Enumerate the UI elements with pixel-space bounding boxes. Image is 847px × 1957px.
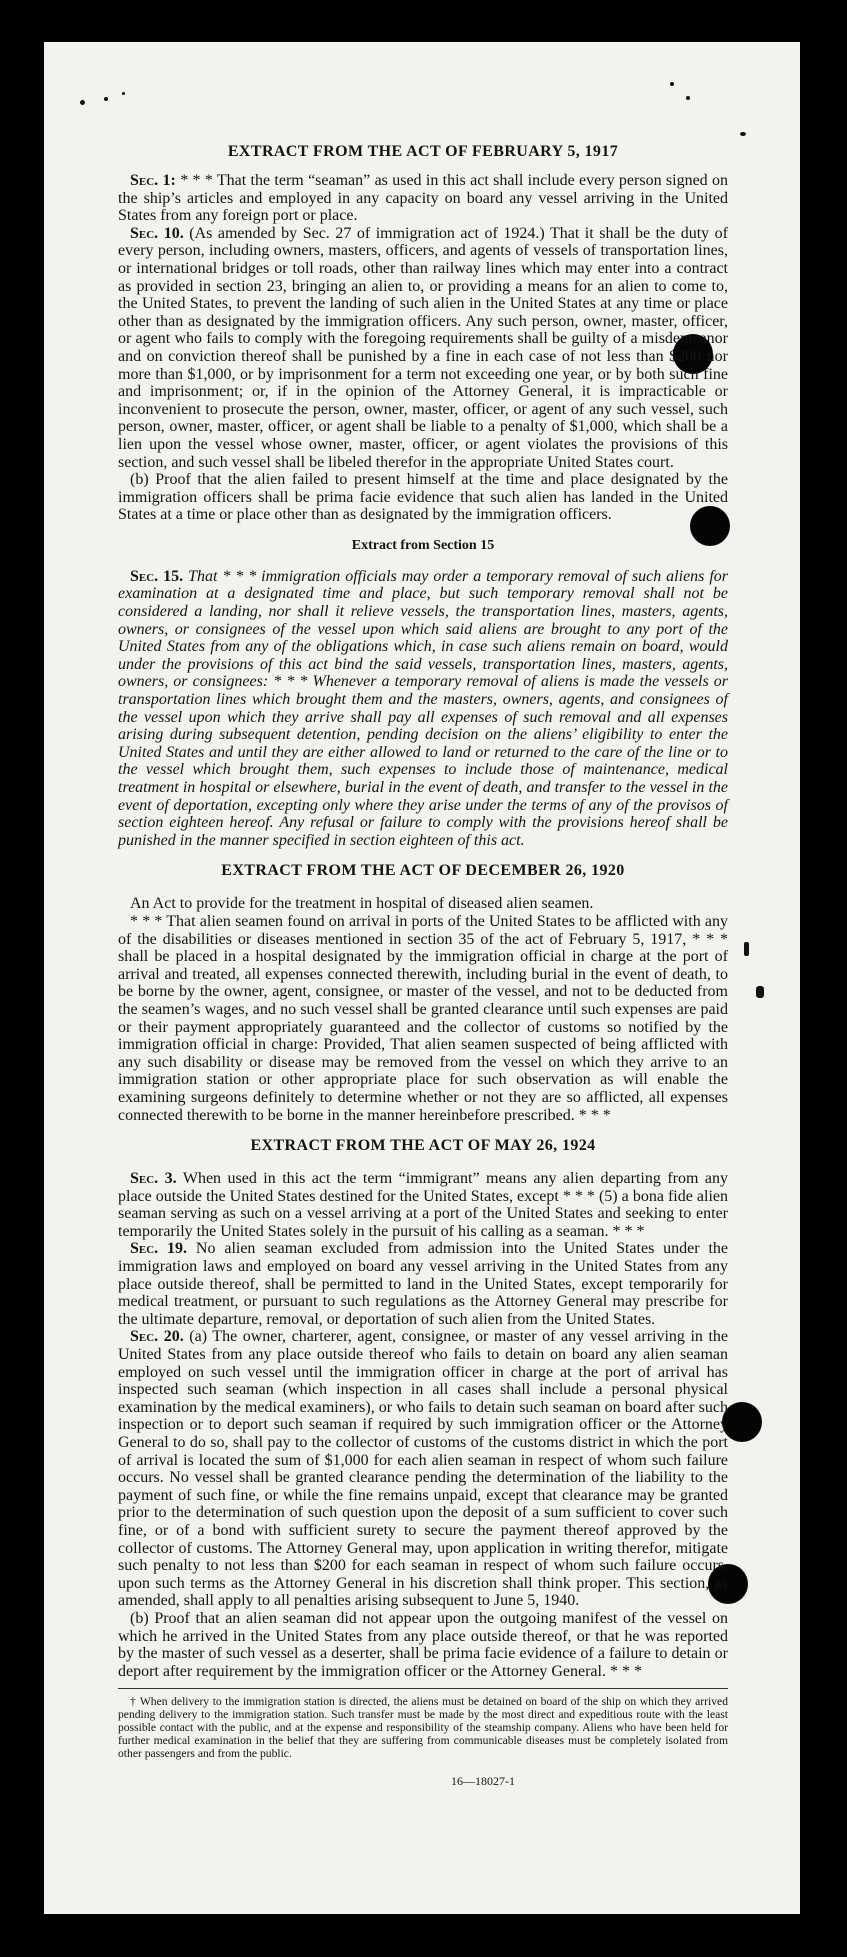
paragraph-act-title: An Act to provide for the treatment in hospital of diseased alien seamen.	[130, 895, 594, 913]
scan-speck	[104, 97, 108, 101]
section-text: That * * * immigration officials may order a temporary removal of such aliens for examination at a designated time and place, but such temporary removal shall not be considered a landing, nor shall it relieve vessels, the transportation lines, masters, agents, owners, or consignees of the vessel upon which said aliens are brought to any port of the United States from any of the obligations which, in case such aliens remain on board, would under the provisions of this act bind the said vessels, transportation lines, masters, agents, owners, or consignees: * * * Whenever a temporary removal of aliens is made the vessels or transportation lines which brought them and the masters, owners, agents, and consignees of the vessel upon which they arrive shall pay all expenses of such removal and all expenses arising during subsequent detention, pending decision on the aliens’ eligibility to enter the United States and until they are either allowed to land or returned to the care of the line or to the vessel which brought them, such expenses to include those of maintenance, medical treatment in hospital or elsewhere, burial in the event of death, and transfer to the vessel in the event of deportation, excepting only where they arise under the terms of any of the provisos of section eighteen hereof. Any refusal or failure to comply with the provisions hereof shall be punished in the manner specified in section eighteen of this act.	[118, 567, 729, 849]
document-page	[44, 42, 800, 1914]
scan-speck	[122, 92, 125, 95]
section-label: Sec. 19.	[130, 1240, 188, 1258]
scan-speck	[686, 96, 690, 100]
punch-hole-blot	[722, 1402, 762, 1442]
form-code: 16—18027-1	[451, 1774, 515, 1789]
footnote-text: † When delivery to the immigration station is directed, the aliens must be detained on board of the ship on which they arrived pending delivery to the immigration station. Such transfer must be made by the most direct and expeditious route with the least possible contact with the public, and at the expense and responsibility of the steamship company. Aliens who have been held for further medical examination in the belief that they are suffering from communicable diseases must be completely isolated from other passengers and from the public.	[118, 1695, 728, 1761]
scan-speck	[80, 100, 85, 105]
scan-speck	[740, 132, 746, 136]
paragraph-sec-10	[118, 225, 728, 471]
footnote	[118, 1695, 728, 1760]
section-label: Sec. 3.	[130, 1170, 177, 1188]
section-label: Sec. 15.	[130, 567, 184, 585]
heading-act-1924: EXTRACT FROM THE ACT OF MAY 26, 1924	[250, 1137, 596, 1155]
scan-speck	[756, 986, 764, 998]
heading-section-15: Extract from Section 15	[351, 537, 495, 553]
section-text: When used in this act the term “immigrant” means any alien departing from any place outside the United States destined for the United States, except * * * (5) a bona fide alien seaman serving as such on a vessel arriving at a port of the United States and seeking to enter temporarily the United States solely in the pursuit of his calling as a seaman. * * *	[118, 1170, 729, 1240]
scan-speck	[744, 942, 749, 956]
section-text: (As amended by Sec. 27 of immigration act of 1924.) That it shall be the duty of every person, including owners, masters, officers, and agents of vessels of transportation lines, or international bridges or toll roads, other than railway lines which may enter into a contract as provided in section 23, bringing an alien to, or providing a means for an alien to come to, the United States, to prevent the landing of such alien in the United States at any time or place other than as designated by the immigration officers. Any such person, owner, master, officer, or agent who fails to comply with the foregoing requirements shall be guilty of a misdemeanor and on conviction thereof shall be punished by a fine in each case of not less than $200 nor more than $1,000, or by imprisonment for a term not exceeding one year, or by both such fine and imprisonment; or, if in the opinion of the Attorney General, it is impracticable or inconvenient to prosecute the person, owner, master, officer, or agent of any such vessel, such person, owner, master, officer, or agent shall be liable to a penalty of $1,000, which shall be a lien upon the vessel whose owner, master, officer, or agent violates the provisions of this section, and such vessel shall be libeled therefor in the appropriate United States court.	[118, 224, 728, 471]
paragraph-sec-20b: (b) Proof that an alien seaman did not appear upon the outgoing manifest of the vessel on which he arrived in the United States from any place outside thereof, or that he was reported by the master of such vessel as a deserter, shall be prima facie evidence of a failure to detain or deport after requirement by the immigration officer or the Attorney General. * * *	[118, 1609, 728, 1680]
paragraph-sec-20	[118, 1328, 728, 1610]
heading-act-1917: EXTRACT FROM THE ACT OF FEBRUARY 5, 1917	[227, 143, 619, 160]
section-text: * * * That the term “seaman” as used in this act shall include every person signed on the ship’s articles and employed in any capacity on board any vessel arriving in the United States from any foreign port or place.	[118, 172, 729, 225]
paragraph-sec-15	[118, 568, 728, 850]
section-label: Sec. 10.	[130, 224, 184, 242]
paragraph-sec-1	[118, 172, 728, 225]
section-label: Sec. 1:	[130, 172, 176, 189]
document-body	[118, 142, 728, 1788]
section-text: No alien seaman excluded from admission into the United States under the immigration laws and employed on board any vessel arriving in the United States from any place outside thereof, shall be permitted to land in the United States, except temporarily for medical treatment, or pursuant to such regulations as the Attorney General may prescribe for the ultimate departure, removal, or deportation of such alien from the United States.	[118, 1240, 729, 1328]
scan-speck	[670, 82, 674, 86]
paragraph-hospital-treatment: * * * That alien seamen found on arrival in ports of the United States to be afflicted with any of the disabilities or diseases mentioned in section 35 of the act of February 5, 1917, * * * shall be placed in a hospital designated by the immigration official in charge at the port of arrival and treated, all expenses connected therewith, including burial in the event of death, to be borne by the owner, agent, consignee, or master of the vessel, and not to be deducted from the seamen’s wages, and no such vessel shall be granted clearance until such expenses are paid or their payment appropriately guaranteed and the collector of customs so notified by the immigration official in charge: Provided, That alien seamen suspected of being afflicted with any such disability or disease may be removed from the vessel on which they arrive to an immigration station or other appropriate place for such observation as will enable the examining surgeons definitely to determine whether or not they are so afflicted, all expenses connected therewith to be borne in the manner hereinbefore prescribed. * * *	[118, 912, 728, 1124]
heading-act-1920: EXTRACT FROM THE ACT OF DECEMBER 26, 1920	[221, 862, 625, 880]
section-label: Sec. 20.	[130, 1328, 184, 1346]
paragraph-sec-3	[118, 1170, 728, 1240]
section-text: (a) The owner, charterer, agent, consignee, or master of any vessel arriving in the United States from any place outside thereof who fails to detain on board any alien seaman employed on such vessel until the immigration officer in charge at the port of arrival has inspected such seaman (which inspection in all cases shall include a personal physical examination by the medical examiners), or who fails to detain such seaman on board after such inspection or to deport such seaman if required by such immigration officer or the Attorney General to do so, shall pay to the collector of customs of the customs district in which the port of arrival is located the sum of $1,000 for each alien seaman in respect of whom such failure occurs. No vessel shall be granted clearance pending the determination of the liability to the payment of such fine, or while the fine remains unpaid, except that clearance may be granted prior to the determination of such question upon the deposit of a sum sufficient to cover such fine, or of a bond with sufficient surety to secure the payment thereof approved by the collector of customs. The Attorney General may, upon application in writing therefor, mitigate such penalty to not less than $200 for each seaman in respect of whom such failure occurs, upon such terms as the Attorney General in his discretion shall think proper. This section, as amended, shall apply to all penalties arising subsequent to June 5, 1940.	[118, 1328, 729, 1610]
paragraph-sec-19	[118, 1240, 728, 1328]
paragraph-sec-10b: (b) Proof that the alien failed to present himself at the time and place designated by the immigration officers shall be prima facie evidence that such alien has landed in the United States at a time or place other than as designated by the immigration officers.	[118, 471, 728, 524]
